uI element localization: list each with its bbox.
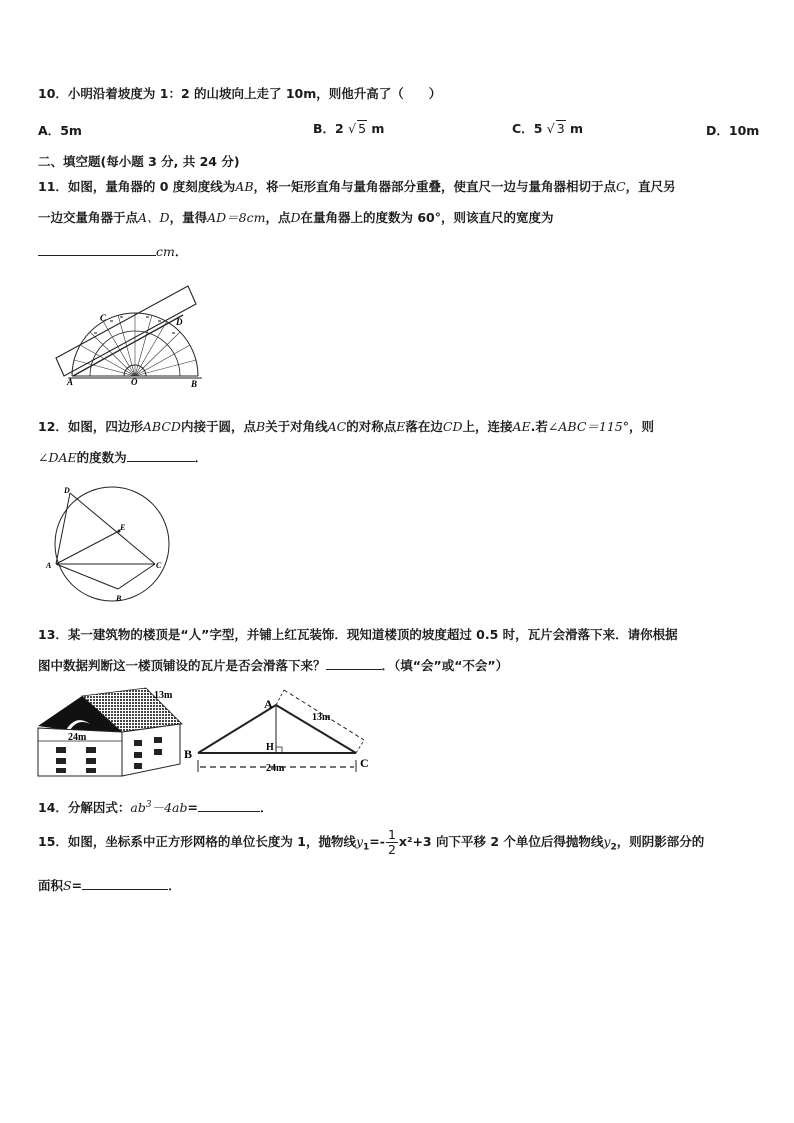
q14-math-ab: ab <box>130 800 146 815</box>
q14-text: 14．分解因式： <box>38 800 131 815</box>
q11-answer-blank[interactable] <box>38 241 156 256</box>
q11-unit: cm <box>156 244 175 259</box>
q12-math-ac: AC <box>327 419 347 434</box>
question-15-line1 <box>38 828 704 857</box>
q11-math-c: C <box>616 179 626 194</box>
q12-text: 关于对角线 <box>265 419 328 434</box>
q10-option-a-value: 5m <box>60 123 82 138</box>
q15-text: = <box>71 878 83 893</box>
q11-text: 一边交量角器于点 <box>38 210 139 225</box>
q10-option-a <box>38 121 82 139</box>
q15-text: x²+3 向下平移 2 个单位后得抛物线 <box>398 834 604 849</box>
q10-option-c-label: C． <box>512 121 534 136</box>
q11-end: ． <box>174 244 188 259</box>
fig11-label-d: D <box>176 317 183 327</box>
q15-fraction <box>386 828 398 857</box>
q15-text: 15．如图，坐标系中正方形网格的单位长度为 1，抛物线 <box>38 834 356 849</box>
triangle-label-13m: 13m <box>312 712 331 723</box>
q15-answer-blank[interactable] <box>82 875 168 890</box>
figure-roof-triangle <box>180 688 380 774</box>
fig12-label-e: E <box>120 523 126 532</box>
triangle-label-c: C <box>360 756 369 770</box>
q10-option-d-value: 10m <box>728 123 760 138</box>
question-11-line2 <box>38 208 554 226</box>
q10-option-c-coef: 5 <box>533 121 543 136</box>
q11-text: 11．如图，量角器的 0 度刻度线为 <box>38 179 236 194</box>
q15-end: ． <box>168 878 181 893</box>
question-12-line2 <box>38 447 207 466</box>
triangle-label-h: H <box>266 742 274 753</box>
fig12-label-c: C <box>156 561 162 570</box>
q15-math-s: S <box>63 878 72 893</box>
q12-text: 落在边 <box>405 419 443 434</box>
q12-text: ，则 <box>629 419 655 434</box>
figure-protractor-ruler <box>50 278 210 390</box>
fig12-label-a: A <box>46 561 52 570</box>
building-label-13m: 13m <box>154 690 173 701</box>
q11-text: ，量得 <box>169 210 208 225</box>
q12-end: ． <box>194 450 208 465</box>
q14-math-exponent: 3 <box>145 799 152 810</box>
q12-answer-blank[interactable] <box>127 447 195 462</box>
q12-text: 的度数为 <box>76 450 127 465</box>
q15-fraction-denominator: 2 <box>387 842 396 857</box>
q11-text: ，直尺另 <box>625 179 676 194</box>
q12-text: 上，连接 <box>462 419 513 434</box>
q12-text: 内接于圆，点 <box>180 419 256 434</box>
q11-math-a-d: A、D <box>138 210 170 225</box>
q10-option-d-label: D． <box>706 123 729 138</box>
question-11-answer-line <box>38 241 187 260</box>
question-13-line2 <box>38 655 508 674</box>
fig12-label-b: B <box>116 594 122 603</box>
q12-math-ae: AE <box>512 419 531 434</box>
q10-option-c-radicand: 3 <box>556 121 565 136</box>
q12-math-dae: ∠DAE <box>38 450 77 465</box>
q12-math-cd: CD <box>442 419 463 434</box>
q10-option-b: B．2 √ 5 m <box>313 121 385 136</box>
question-13-line1: 13．某一建筑物的楼顶是“人”字型，并铺上红瓦装饰．现知道楼顶的坡度超过 0.5 时，瓦片会滑落下来．请你根据 <box>38 627 678 642</box>
question-15-line2 <box>38 875 181 894</box>
q14-text: = <box>187 800 199 815</box>
q12-text: 的对称点 <box>346 419 397 434</box>
question-12-line1 <box>38 417 654 435</box>
q13-answer-blank[interactable] <box>326 655 382 670</box>
q13-text: 图中数据判断这一楼顶铺设的瓦片是否会滑落下来？ <box>38 658 326 673</box>
q12-math-b: B <box>255 419 266 434</box>
figure-building <box>36 684 184 778</box>
q12-math-angle-abc: ∠ABC＝115° <box>547 419 630 434</box>
q10-option-d <box>706 121 759 139</box>
q12-math-e: E <box>396 419 406 434</box>
q11-text: ，将一矩形直角与量角器部分重叠，使直尺一边与量角器相切于点 <box>253 179 617 194</box>
q12-text: 12．如图，四边形 <box>38 419 143 434</box>
q12-math-abcd: ABCD <box>142 419 181 434</box>
q15-math-y2: y <box>603 834 611 849</box>
question-10-stem: 10．小明沿着坡度为 1：2 的山坡向上走了 10m，则他升高了（ ） <box>38 86 442 101</box>
question-14 <box>38 797 273 816</box>
q15-math-y2-sub: 2 <box>610 842 617 853</box>
fig11-label-a: A <box>67 377 74 387</box>
q11-math-d: D <box>290 210 301 225</box>
q11-text: ，点 <box>265 210 291 225</box>
q15-math-y1-sub: 1 <box>363 842 370 853</box>
triangle-label-24m: 24m <box>266 763 285 774</box>
q15-text: 面积 <box>38 878 64 893</box>
fig11-label-c: C <box>100 313 107 323</box>
section-heading-fill-in: 二、填空题(每小题 3 分, 共 24 分) <box>38 154 240 169</box>
q14-end: ． <box>260 800 273 815</box>
q10-option-c-unit: m <box>570 121 584 136</box>
q15-text: =- <box>369 834 385 849</box>
q15-fraction-numerator: 1 <box>387 827 396 842</box>
q10-option-b-unit: m <box>371 121 385 136</box>
q14-math-4ab: －4ab <box>151 800 188 815</box>
q11-text: 在量角器上的度数为 60°，则该直尺的宽度为 <box>300 210 554 225</box>
triangle-label-b: B <box>184 747 193 761</box>
q14-answer-blank[interactable] <box>198 797 260 812</box>
fig11-label-b: B <box>191 379 198 389</box>
fig11-label-o: O <box>131 377 138 387</box>
q10-option-c: C．5 √ 3 m <box>512 121 584 136</box>
q15-text: ，则阴影部分的 <box>616 834 705 849</box>
triangle-label-a: A <box>264 697 273 711</box>
q12-text: .若 <box>530 419 548 434</box>
q15-math-y1: y <box>355 834 364 849</box>
q10-option-b-radicand: 5 <box>358 121 367 136</box>
figure-cyclic-quadrilateral <box>38 484 178 606</box>
q10-option-b-coef: 2 <box>335 121 344 136</box>
q11-math-ab: AB <box>235 179 254 194</box>
question-11-line1 <box>38 177 676 195</box>
q10-option-a-label: A． <box>38 123 61 138</box>
q10-option-b-label: B． <box>313 121 336 136</box>
building-label-24m: 24m <box>68 732 87 743</box>
fig12-label-d: D <box>64 486 70 495</box>
q13-text: ．（填“会”或“不会”） <box>381 658 509 673</box>
q11-math-ad: AD＝8cm <box>207 210 266 225</box>
